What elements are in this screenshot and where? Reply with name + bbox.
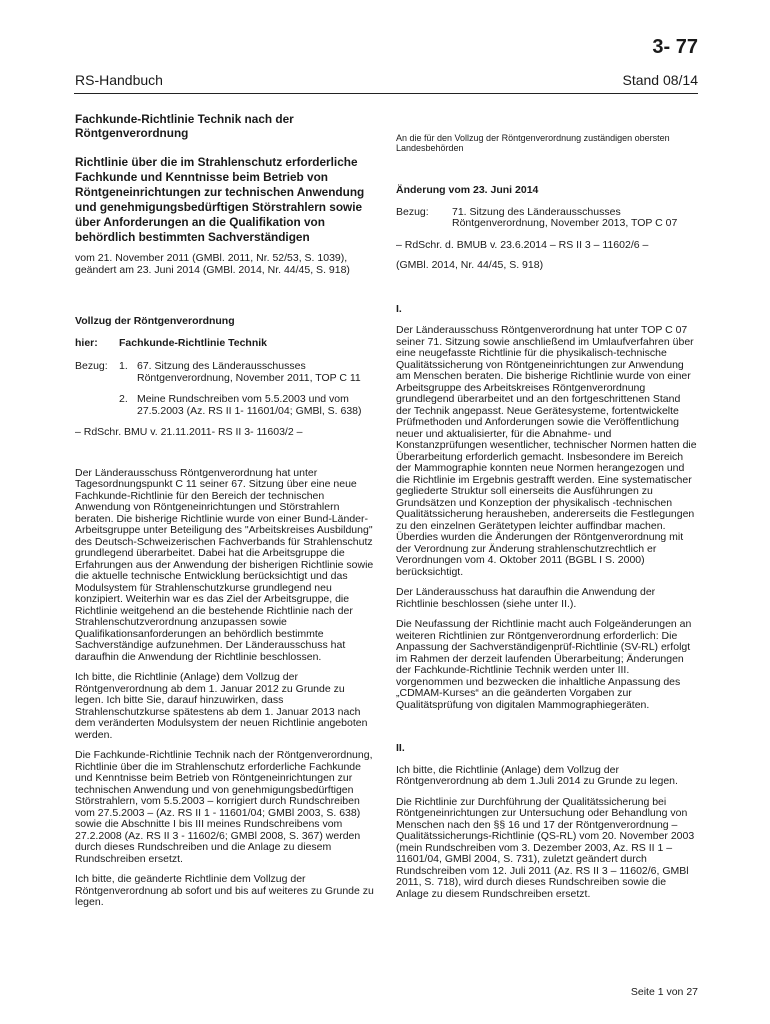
rdschr-reference: – RdSchr. BMU v. 21.11.2011- RS II 3- 11603/2 – [75, 426, 303, 438]
bezug-text: Meine Rundschreiben vom 5.5.2003 und vom 27.5.2003 (Az. RS II 1- 11601/04; GMBl, S. 638) [137, 393, 362, 417]
hier-value: Fachkunde-Richtlinie Technik [119, 336, 267, 349]
aenderung-heading: Änderung vom 23. Juni 2014 [396, 184, 539, 196]
bezug-number: 2. [119, 393, 128, 405]
paragraph: Der Länderausschuss Röntgenverordnung hat unter TOP C 07 seiner 71. Sitzung sowie anschließend im Umlaufverfahren über eine neugefasste Richtlinie für die physikalisch-technische Qualitätssicherung von Röntgeneinrichtungen zur Anwendung am Menschen beraten. Die bisherige Richtlinie wurde von einer Arbeitsgruppe des Arbeitskreises Röntgenverordnung grundlegend überarbeitet und an den fortgeschrittenen Stand der Technik angepasst. Neue Gerätesysteme, fortentwickelte Prüfmethoden und Anforderungen sowie die Veröffentlichung neuer und aktualisierter, für die Abnahme- und Konstanzprüfungen wesentlicher, technischer Normen hatten die Überarbeitung erforderlich gemacht. Insbesondere im Bereich der Mammographie konnten neue Normen herangezogen und die Richtlinie im Ergebnis gestrafft werden. Eine systematischer gegliederte Struktur soll einerseits die Ausführungen zu Grundsätzen und Konzeption der physikalisch -technischen Qualitätssicherung herausheben, andererseits die Festlegungen zu den einzelnen Gerätetypen leichter auffindbar machen. Überdies wurden die Änderungen der Röntgenverordnung mit der Verordnung zur Änderung strahlenschutzrechtlich er Verordnungen vom 4. Oktober 2011 (BGBL I S. 2000) berücksichtigt. [396, 324, 697, 578]
document-title: Fachkunde-Richtlinie Technik nach der Röntgenverordnung [75, 112, 294, 140]
header-title: RS-Handbuch [75, 72, 163, 88]
section-heading: I. [396, 302, 402, 315]
page-number: 3- 77 [652, 36, 698, 58]
page-footer: Seite 1 von 27 [630, 986, 698, 998]
bezug-item-2 [75, 394, 375, 417]
hier-row [75, 338, 375, 350]
bezug-item [396, 207, 698, 230]
addressee: An die für den Vollzug der Röntgenverordnung zuständigen obersten Landesbehörden [396, 133, 670, 153]
header-stand: Stand 08/14 [622, 72, 698, 88]
left-column [75, 112, 375, 918]
paragraph: Ich bitte, die Richtlinie (Anlage) dem Vollzug der Röntgenverordnung ab dem 1.Juli 2014 zu Grunde zu legen. [396, 763, 678, 787]
paragraph: Der Länderausschuss hat daraufhin die Anwendung der Richtlinie beschlossen (siehe unter II.). [396, 586, 656, 610]
bezug-label: Bezug: [396, 205, 429, 218]
vollzug-heading: Vollzug der Röntgenverordnung [75, 315, 235, 327]
section-heading: II. [396, 742, 405, 754]
paragraph: Die Neufassung der Richtlinie macht auch Folgeänderungen an weiteren Richtlinien zur Röntgenverordnung erforderlich: Die Anpassung der Sachverständigenprüf-Richtlinie (SV-RL) erfolgt im Rahmen der derzeit laufenden Überarbeitung; Änderungen der Fachkunde-Richtlinie Technik werden unter III. vorgenommen und bezwecken die inhaltliche Anpassung des „CDMAM-Kurses“ an die geänderten Vorgaben zur Qualitätsprüfung von digitalen Mammographiegeräten. [396, 618, 692, 711]
right-column [396, 133, 698, 909]
paragraph: Ich bitte, die Richtlinie (Anlage) dem Vollzug der Röntgenverordnung ab dem 1. Januar 2012 zu Grunde zu legen. Ich bitte Sie, darauf hinzuwirken, dass Strahlenschutzkurse spätestens ab dem 1. Januar 2013 nach dem veränderten Modulsystem der neuen Richtlinie angeboten werden. [75, 671, 368, 741]
paragraph: Ich bitte, die geänderte Richtlinie dem Vollzug der Röntgenverordnung ab sofort und bis auf weiteres zu Grunde zu legen. [75, 873, 374, 908]
bezug-number: 1. [119, 360, 128, 372]
bezug-text: 67. Sitzung des Länderausschusses Röntgenverordnung, November 2011, TOP C 11 [137, 360, 361, 384]
paragraph: Die Fachkunde-Richtlinie Technik nach der Röntgenverordnung, Richtlinie über die im Strahlenschutz erforderliche Fachkunde und Kenntnisse beim Betrieb von Röntgeneinrichtungen zur technischen Anwendung und von genehmigungsbedürftigen Störstrahlern, vom 5.5.2003 – korrigiert durch Rundschreiben vom 27.5.2003 – (Az. RS II 1 - 11601/04; GMBl 2003, S. 638) sowie die Abschnitte I bis III meines Rundschreibens vom 27.2.2008 (Az. RS II 3 - 11602/6; GMBl 2008, S. 367) werden durch dieses Rundschreiben und die Anlage zu diesem Rundschreiben ersetzt. [75, 749, 373, 865]
bezug-item-1 [75, 361, 375, 384]
paragraph: Der Länderausschuss Röntgenverordnung hat unter Tagesordnungspunkt C 11 seiner 67. Sitzung über eine neue Fachkunde-Richtlinie für den Bereich der technischen Anwendung von Röntgeneinrichtungen und Störstrahlern beraten. Die bisherige Richtlinie wurde von einer Bund-Länder-Arbeitsgruppe unter Beteiligung des "Arbeitskreises Ausbildung" des Deutsch-Schweizerischen Fachverbands für Strahlenschutz grundlegend überarbeitet. Dabei hat die Arbeitsgruppe die Erfahrungen aus der Anwendung der bisherigen Richtlinie sowie die aktuelle technische Entwicklung berücksichtigt und das Modulsystem für Strahlenschutzkurse grundlegend neu konzipiert. Weiterhin war es das Ziel der Arbeitsgruppe, die Richtlinie weitgehend an die bestehende Richtlinie nach der Strahlenschutzverordnung anzupassen sowie Qualifikationsanforderungen an behördlich bestimmte Sachverständige aufzunehmen. Der Länderausschuss hat daraufhin die Anwendung der Richtlinie beschlossen. [75, 466, 374, 663]
header-rule [74, 93, 698, 94]
document-dates: vom 21. November 2011 (GMBl. 2011, Nr. 52/53, S. 1039), geändert am 23. Juni 2014 (GMBl. 2014, Nr. 44/45, S. 918) [75, 252, 350, 276]
document-subtitle: Richtlinie über die im Strahlenschutz erforderliche Fachkunde und Kenntnisse beim Betrieb von Röntgeneinrichtungen zur technischen Anwendung und genehmigungsbedürftigen Störstrahlern sowie über Anforderungen an die Qualifikation von behördlich bestimmten Sachverständigen [75, 155, 365, 244]
paragraph: Die Richtlinie zur Durchführung der Qualitätssicherung bei Röntgeneinrichtungen zur Untersuchung oder Behandlung von Menschen nach den §§ 16 und 17 der Röntgenverordnung – Qualitätssicherungs-Richtlinie (QS-RL) vom 20. November 2003 (mein Rundschreiben vom 3. Dezember 2003, Az. RS II 1 – 11601/04, GMBl 2004, S. 731), zuletzt geändert durch Rundschreiben vom 12. Juli 2011 (Az. RS II 3 – 11602/6, GMBl 2011, S. 718), wird durch dieses Rundschreiben sowie die Anlage zu diesem Rundschreiben ersetzt. [396, 795, 695, 900]
rdschr-reference: – RdSchr. d. BMUB v. 23.6.2014 – RS II 3 – 11602/6 – [396, 238, 649, 251]
hier-label: hier: [75, 336, 98, 349]
bezug-text: 71. Sitzung des Länderausschusses Röntgenverordnung, November 2013, TOP C 07 [452, 205, 678, 229]
bezug-label: Bezug: [75, 360, 108, 372]
gmbl-reference: (GMBl. 2014, Nr. 44/45, S. 918) [396, 259, 544, 271]
